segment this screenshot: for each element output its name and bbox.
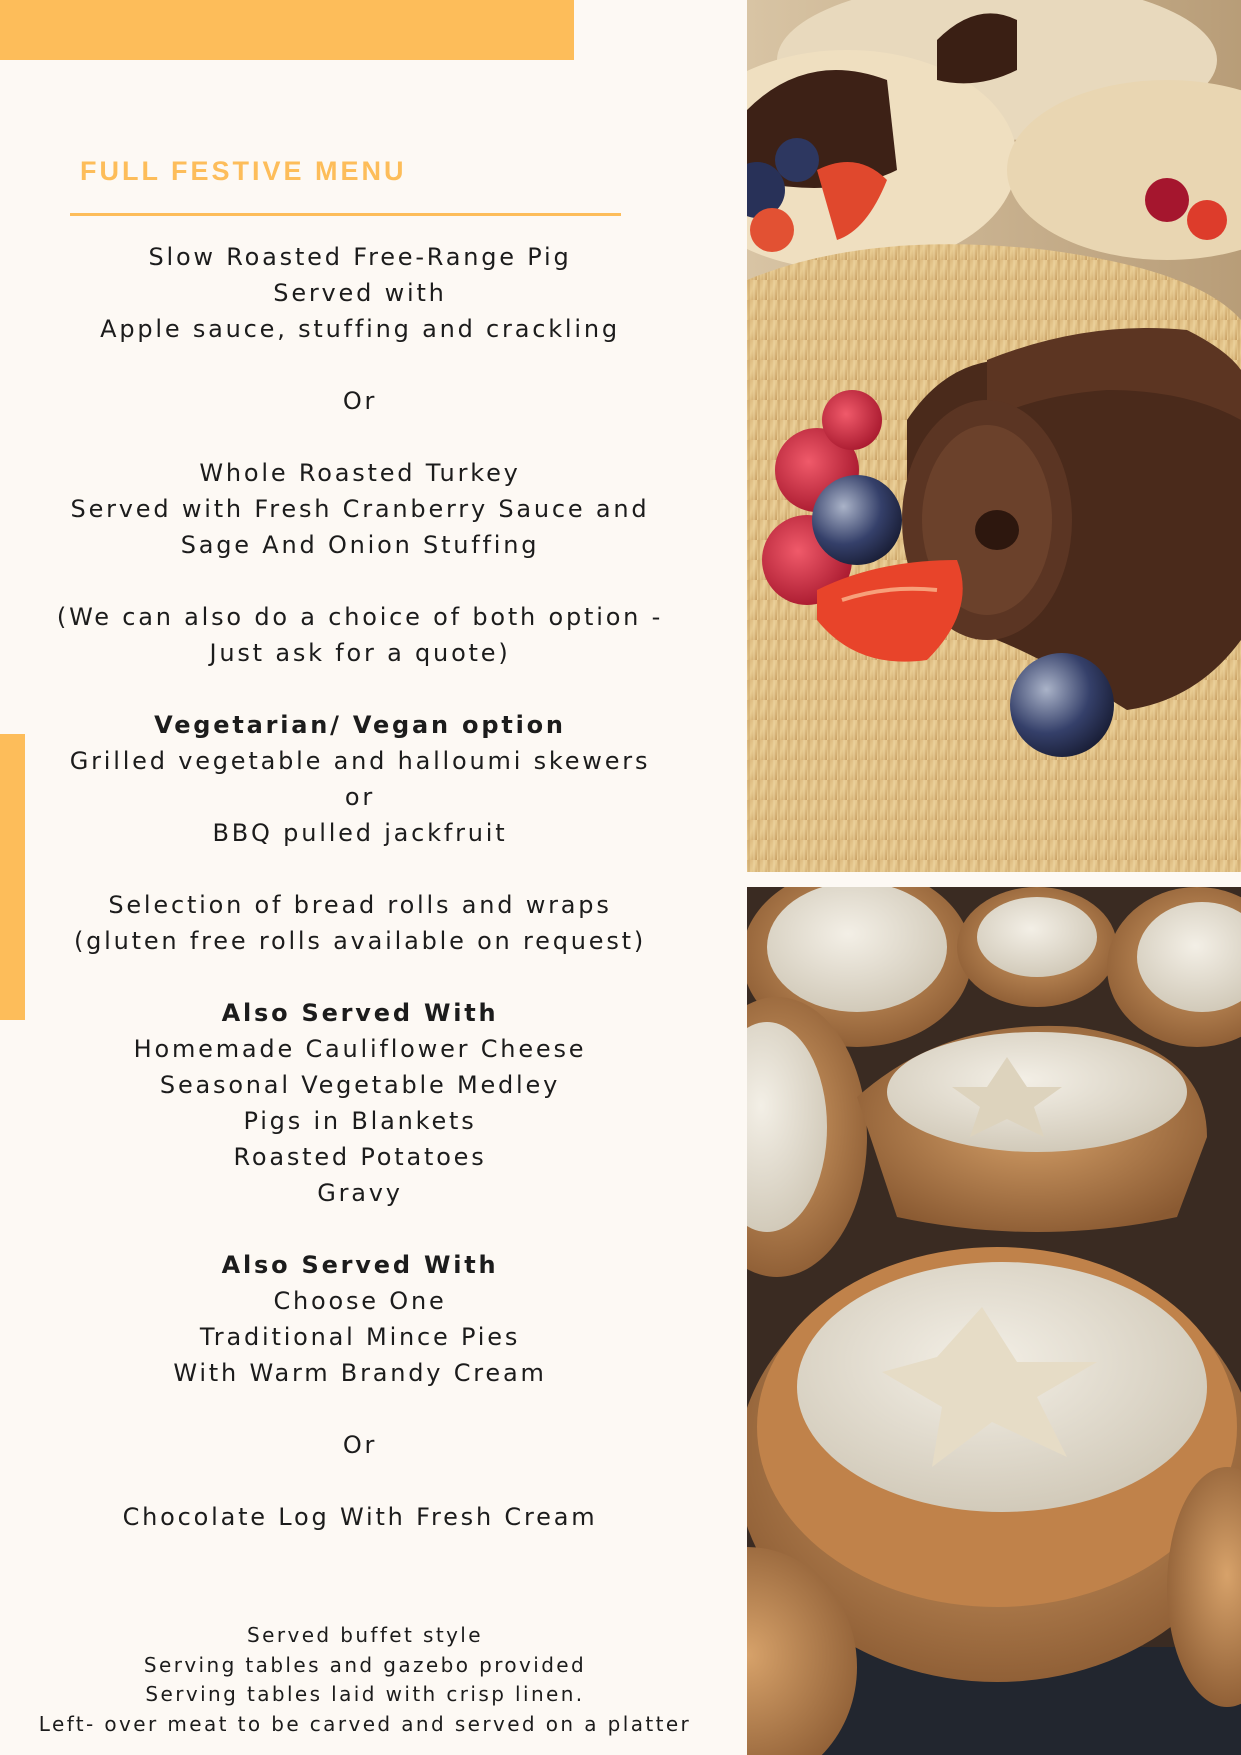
- menu-section-heading: Also Served With: [221, 1251, 499, 1279]
- menu-spacer: [40, 959, 680, 995]
- menu-line: Grilled vegetable and halloumi skewers: [69, 747, 651, 775]
- menu-spacer: [40, 563, 680, 599]
- menu-spacer: [40, 1211, 680, 1247]
- menu-spacer: [40, 419, 680, 455]
- menu-line: Slow Roasted Free-Range Pig: [148, 243, 572, 271]
- menu-line: Choose One: [273, 1287, 447, 1315]
- menu-line: Chocolate Log With Fresh Cream: [122, 1503, 598, 1531]
- menu-line: Whole Roasted Turkey: [199, 459, 521, 487]
- menu-body: [40, 239, 680, 1535]
- menu-line: Served with: [273, 279, 447, 307]
- menu-line: BBQ pulled jackfruit: [212, 819, 508, 847]
- menu-line: Or: [342, 387, 378, 415]
- service-notes: [20, 1621, 710, 1739]
- menu-line: Roasted Potatoes: [233, 1143, 487, 1171]
- menu-line: Gravy: [317, 1179, 403, 1207]
- menu-spacer: [40, 1391, 680, 1427]
- menu-line: With Warm Brandy Cream: [173, 1359, 547, 1387]
- menu-section-heading: Vegetarian/ Vegan option: [154, 711, 566, 739]
- menu-section-heading: Also Served With: [221, 999, 499, 1027]
- menu-line: Seasonal Vegetable Medley: [159, 1071, 561, 1099]
- menu-line: (We can also do a choice of both option -: [56, 603, 664, 631]
- menu-spacer: [40, 1463, 680, 1499]
- menu-line: Traditional Mince Pies: [199, 1323, 521, 1351]
- menu-line: or: [344, 783, 376, 811]
- service-note-line: Left- over meat to be carved and served on a platter: [38, 1711, 692, 1736]
- menu-line: Apple sauce, stuffing and crackling: [100, 315, 620, 343]
- service-note-line: Serving tables laid with crisp linen.: [145, 1682, 585, 1706]
- service-note-line: Served buffet style: [247, 1623, 483, 1647]
- menu-spacer: [40, 347, 680, 383]
- menu-spacer: [40, 851, 680, 887]
- menu-title: FULL FESTIVE MENU: [80, 156, 407, 186]
- side-accent-bar: [0, 734, 25, 1020]
- menu-line: Served with Fresh Cranberry Sauce and: [70, 495, 650, 523]
- menu-line: Or: [342, 1431, 378, 1459]
- menu-spacer: [40, 671, 680, 707]
- chocolate-log-photo: [747, 0, 1241, 872]
- menu-line: Selection of bread rolls and wraps: [108, 891, 612, 919]
- mince-pies-photo: [747, 887, 1241, 1755]
- menu-line: Homemade Cauliflower Cheese: [133, 1035, 587, 1063]
- title-divider: [70, 213, 621, 216]
- top-accent-bar: [0, 0, 574, 60]
- menu-line: Sage And Onion Stuffing: [180, 531, 540, 559]
- menu-line: Just ask for a quote): [209, 639, 511, 667]
- menu-line: (gluten free rolls available on request): [73, 927, 646, 955]
- service-note-line: Serving tables and gazebo provided: [143, 1652, 587, 1677]
- menu-line: Pigs in Blankets: [243, 1107, 477, 1135]
